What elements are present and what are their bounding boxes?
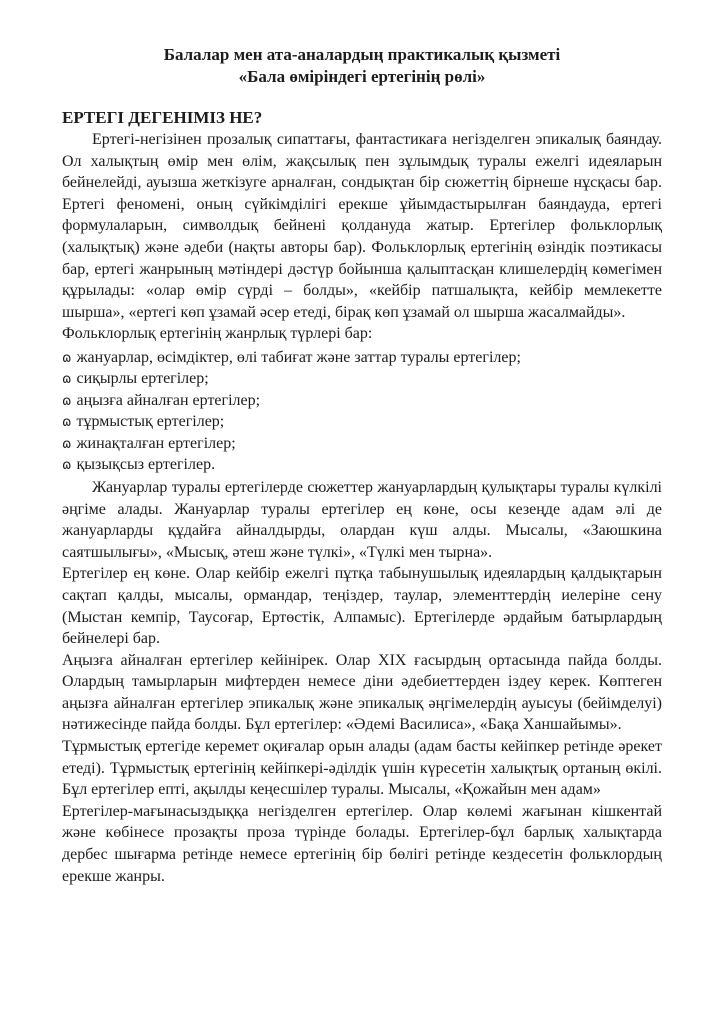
list-bullet-icon: ɷ <box>62 350 72 366</box>
genre-list <box>62 348 662 477</box>
list-item <box>62 455 662 477</box>
list-item <box>62 348 662 370</box>
list-item-text: сиқырлы ертегілер; <box>76 370 209 388</box>
list-item <box>62 391 662 413</box>
list-item-text: жануарлар, өсімдіктер, өлі табиғат және заттар туралы ертегілер; <box>76 348 521 366</box>
list-item <box>62 412 662 434</box>
document-title <box>62 44 662 88</box>
list-item-text: қызықсыз ертегілер. <box>76 456 216 474</box>
section-heading: ЕРТЕГІ ДЕГЕНІМІЗ НЕ? <box>62 108 263 127</box>
list-item-text: жинақталған ертегілер; <box>76 434 236 452</box>
list-bullet-icon: ɷ <box>62 372 72 388</box>
paragraph-definition: Ертегі-негізінен прозалық сипаттағы, фантастикаға негізделген эпикалық баяндау. Ол халықтың өмір мен өлім, жақсылық пен зұлымдық туралы ежелгі идеяларын бейнелейді, ауызша жеткізуге арналған, сондықтан бір сюжеттің бірнеше нұсқасы бар. Ертегі феномені, оның сүйкімділігі ерекше ұйымдастырылған баяндауда, ертегі формулаларын, символдық бейнені қолдануда жатыр. Ертегілер фольклорлық (халықтық) және әдеби (нақты авторы бар). Фольклорлық ертегінің өзіндік поэтикасы бар, ертегі жанрының мәтіндері дәстүр бойынша қалыптасқан клишелердің көмегімен құрылады: «олар өмір сүрді – болды», «кейбір патшалықта, кейбір мемлекетте шырша», «ертегі көп ұзамай әсер етеді, бірақ көп ұзамай ол шырша жасалмайды». <box>62 131 662 321</box>
list-bullet-icon: ɷ <box>62 393 72 409</box>
list-bullet-icon: ɷ <box>62 415 72 431</box>
document-title-line2: «Бала өміріндегі ертегінің рөлі» <box>238 67 486 86</box>
paragraph-legendary: Аңызға айналған ертегілер кейінірек. Олар XIX ғасырдың ортасында пайда болды. Олардың тамырларын мифтерден немесе діни әдебиеттерден іздеу керек. Көптеген аңызға айналған ертегілер эпикалық және эпикалық әңгімелердің ауысуы (бейімделуі) нәтижесінде пайда болды. Бұл ертегілер: «Әдемі Василиса», «Бақа Ханшайымы». <box>62 651 662 734</box>
list-bullet-icon: ɷ <box>62 436 72 452</box>
list-item-text: аңызға айналған ертегілер; <box>76 391 261 409</box>
list-item <box>62 369 662 391</box>
paragraph-oldest: Ертегілер ең көне. Олар кейбір ежелгі пұтқа табынушылық идеялардың қалдықтарын сақтап қалды, мысалы, ормандар, теңіздер, таулар, элементтердің иелеріне сену (Мыстан кемпір, Таусоғар, Ертөстік, Алпамыс). Ертегілерде әрдайым батырлардың бейнелері бар. <box>62 565 662 648</box>
paragraph-animals: Жануарлар туралы ертегілерде сюжеттер жануарлардың қулықтары туралы күлкілі әңгіме алады. Жануарлар туралы ертегілер ең көне, осы кезеңде адам әлі де жануарларды құдайға айналдырды, олардан күш алды. Мысалы, «Заюшкина саятшылығы», «Мысық, әтеш және түлкі», «Түлкі мен тырна». <box>62 478 662 561</box>
paragraph-household: Тұрмыстық ертегіде керемет оқиғалар орын алады (адам басты кейіпкер ретінде әрекет етеді). Тұрмыстық ертегінің кейіпкері-әділдік үшін күресетін халықтық ортаның өкілі. Бұл ертегілер епті, ақылды кеңесшілер туралы. Мысалы, «Қожайын мен адам» <box>62 738 662 799</box>
list-item <box>62 434 662 456</box>
paragraph-nonsense: Ертегілер-мағынасыздыққа негізделген ертегілер. Олар көлемі жағынан кішкентай және көбінесе прозақты проза түрінде болады. Ертегілер-бұл барлық халықтарда дербес шығарма ретінде немесе ертегінің бір бөлігі ретінде кездесетін фольклордың ерекше жанры. <box>62 802 662 885</box>
list-bullet-icon: ɷ <box>62 458 72 474</box>
genres-intro: Фольклорлық ертегінің жанрлық түрлері бар: <box>62 325 373 343</box>
document-title-line1: Балалар мен ата-аналардың практикалық қызметі <box>163 45 561 64</box>
list-item-text: тұрмыстық ертегілер; <box>76 413 225 431</box>
